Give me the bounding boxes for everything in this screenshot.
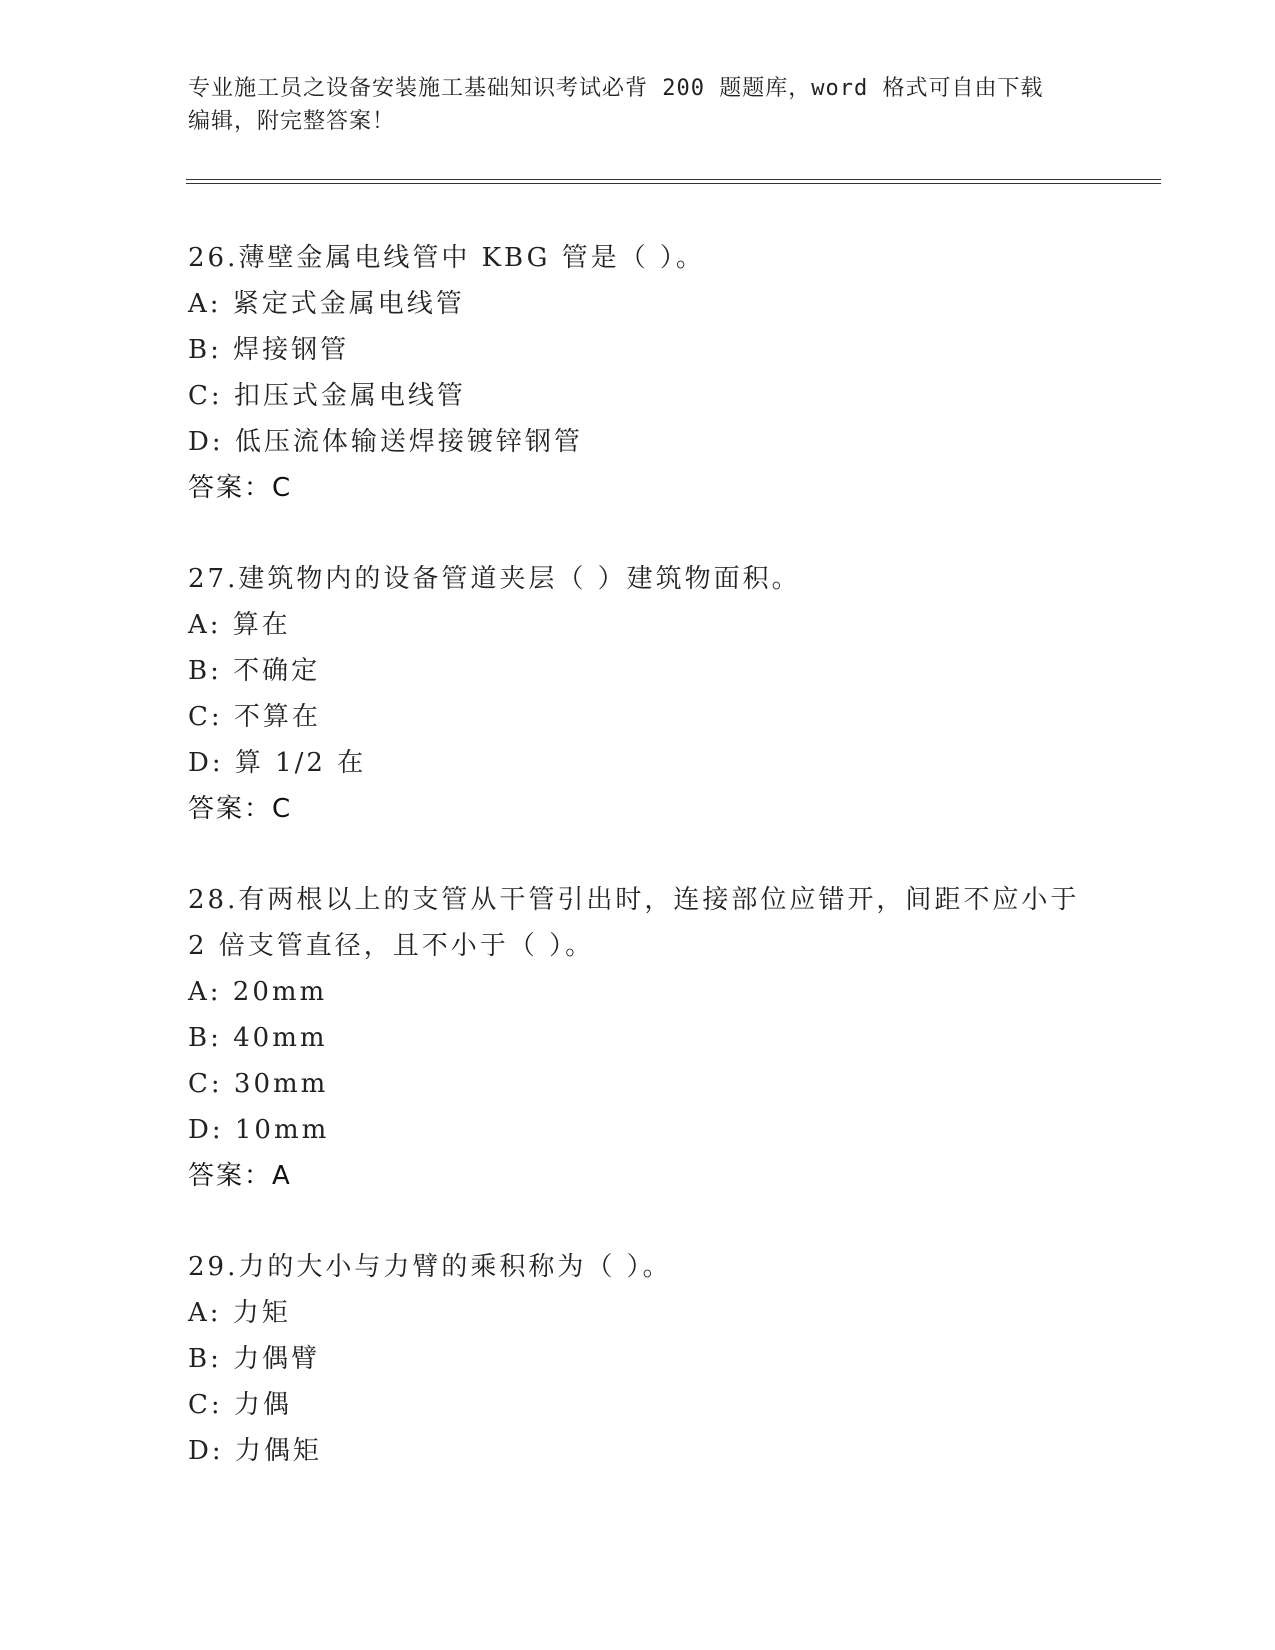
option-a: A: 算在 <box>188 610 291 640</box>
header-divider-top <box>186 179 1161 180</box>
option-a: A: 力矩 <box>188 1298 291 1328</box>
header-divider-bottom <box>186 183 1161 184</box>
question-27 <box>188 556 1088 832</box>
option-d: D: 10mm <box>188 1115 330 1145</box>
option-b: B: 焊接钢管 <box>188 335 350 365</box>
header-line-2: 编辑，附完整答案！ <box>188 109 396 134</box>
option-d: D: 算 1/2 在 <box>188 748 367 778</box>
option-c: C: 力偶 <box>188 1390 292 1420</box>
option-b: B: 力偶臂 <box>188 1344 321 1374</box>
answer-line: 答案：A <box>188 1161 292 1191</box>
option-b: B: 40mm <box>188 1023 328 1053</box>
option-d: D: 力偶矩 <box>188 1436 322 1466</box>
question-stem: 29.力的大小与力臂的乘积称为（ ）。 <box>188 1252 672 1282</box>
header-line-1: 专业施工员之设备安装施工基础知识考试必背 200 题题库，word 格式可自由下载 <box>188 76 1044 101</box>
question-29 <box>188 1244 1088 1474</box>
question-28 <box>188 877 1088 1199</box>
option-a: A: 紧定式金属电线管 <box>188 289 465 319</box>
question-stem: 27.建筑物内的设备管道夹层（ ）建筑物面积。 <box>188 564 801 594</box>
option-d: D: 低压流体输送焊接镀锌钢管 <box>188 427 583 457</box>
question-stem-line-1: 28.有两根以上的支管从干管引出时，连接部位应错开，间距不应小于 <box>188 885 1080 915</box>
question-stem: 26.薄壁金属电线管中 KBG 管是（ ）。 <box>188 243 705 273</box>
option-c: C: 扣压式金属电线管 <box>188 381 466 411</box>
question-26 <box>188 235 1088 511</box>
question-stem-line-2: 2 倍支管直径，且不小于（ ）。 <box>188 931 595 961</box>
option-c: C: 30mm <box>188 1069 329 1099</box>
answer-line: 答案：C <box>188 473 293 503</box>
answer-line: 答案：C <box>188 794 293 824</box>
document-header <box>188 72 1088 138</box>
option-c: C: 不算在 <box>188 702 321 732</box>
option-b: B: 不确定 <box>188 656 321 686</box>
option-a: A: 20mm <box>188 977 328 1007</box>
